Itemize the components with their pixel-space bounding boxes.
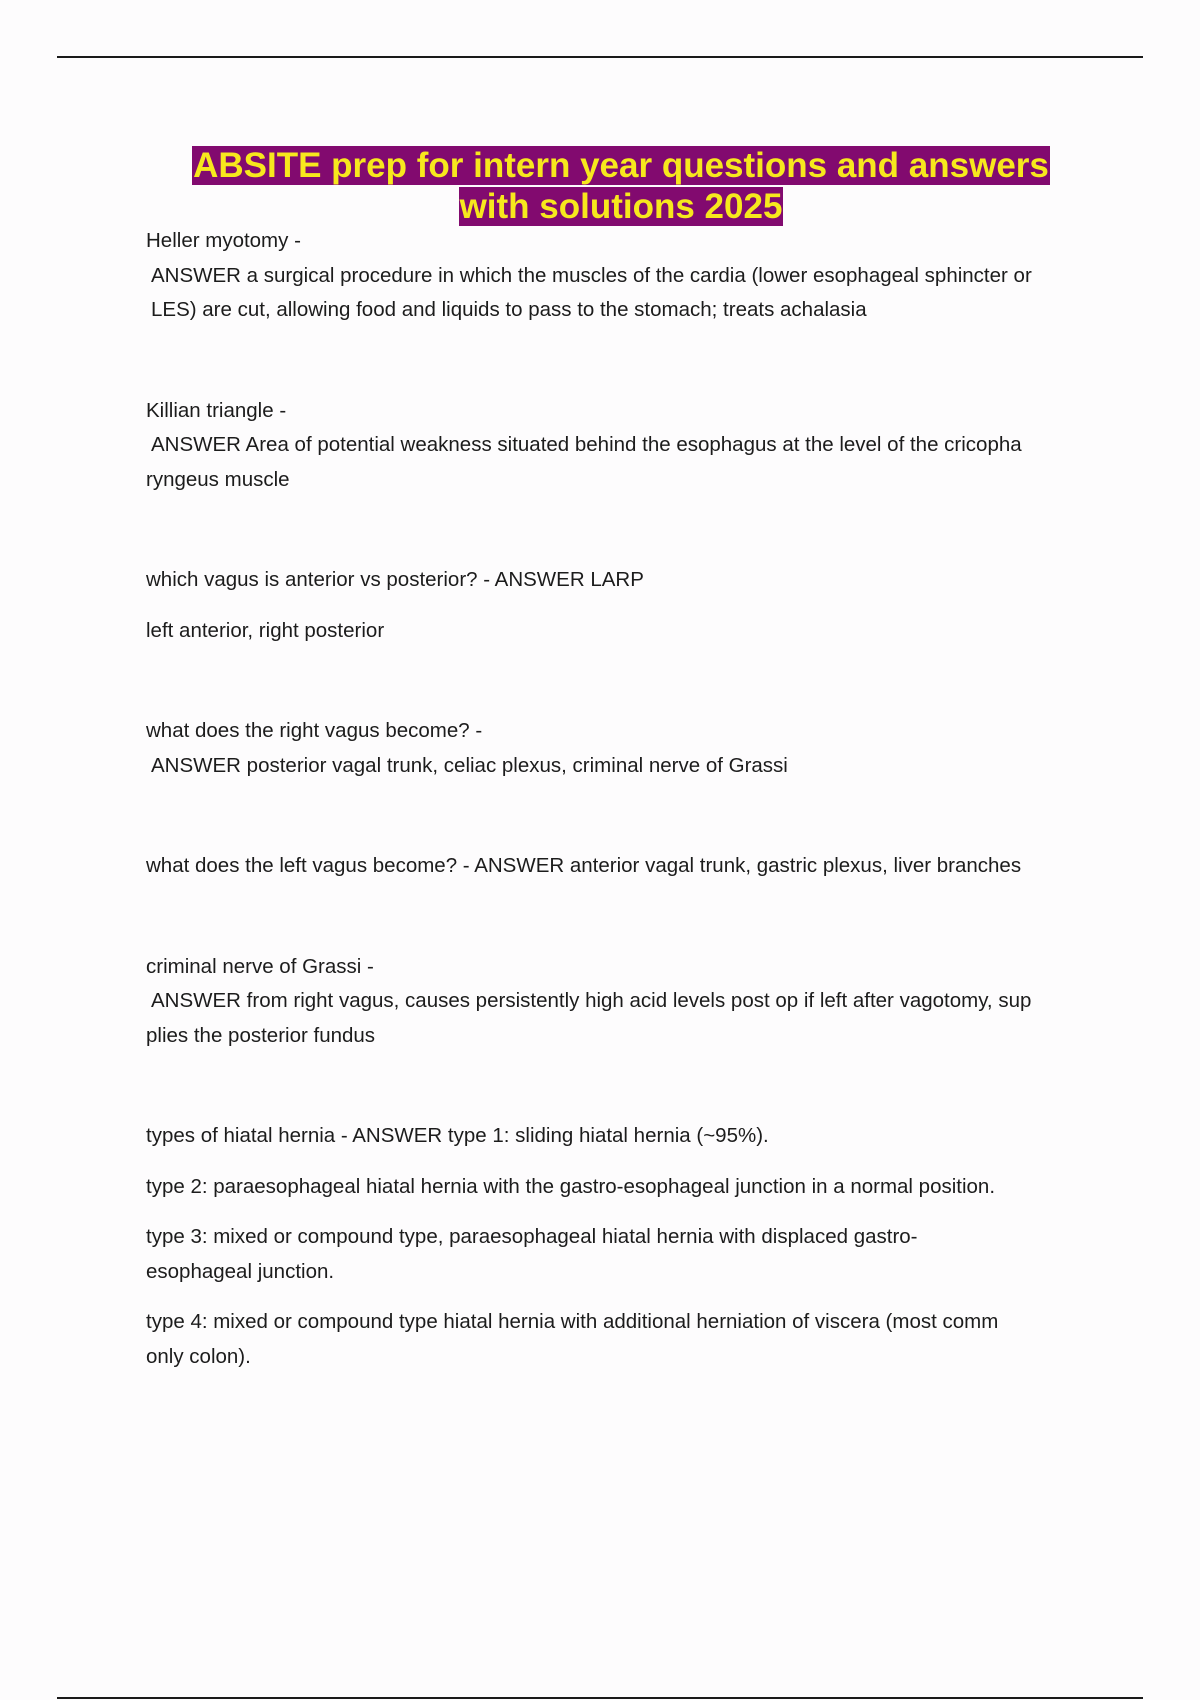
question-text: what does the right vagus become? - [146, 719, 483, 742]
qa-entry-vagus-anterior-posterior [146, 563, 1096, 648]
answer-line: ANSWER a surgical procedure in which the muscles of the cardia (lower esophageal sphincter or [151, 263, 1032, 287]
question-text: what does the left vagus become? - ANSWER anterior vagal trunk, gastric plexus, liver branches [146, 854, 1022, 877]
qa-entry-killian-triangle [146, 394, 1096, 498]
answer-line: ANSWER Area of potential weakness situated behind the esophagus at the level of the cricopha [151, 433, 1022, 456]
qa-entry-hiatal-hernia-types [146, 1119, 1096, 1374]
answer-line: LES) are cut, allowing food and liquids to pass to the stomach; treats achalasia [151, 298, 867, 321]
document-title [146, 145, 1096, 227]
qa-entry-criminal-nerve-of-grassi [146, 950, 1096, 1054]
answer-paragraph-cont: only colon). [146, 1344, 251, 1368]
answer-paragraph: left anterior, right posterior [146, 618, 385, 642]
title-line-2: with solutions 2025 [459, 187, 783, 226]
footer-rule [57, 1697, 1143, 1699]
answer-line: ANSWER posterior vagal trunk, celiac plexus, criminal nerve of Grassi [151, 753, 788, 777]
answer-line: plies the posterior fundus [146, 1023, 376, 1047]
qa-entry-right-vagus [146, 714, 1096, 783]
answer-paragraph: type 3: mixed or compound type, paraesophageal hiatal hernia with displaced gastro- [146, 1225, 918, 1248]
qa-entry-heller-myotomy [146, 224, 1096, 328]
title-line-1: ABSITE prep for intern year questions and answers [193, 146, 1049, 185]
document-body [146, 145, 1096, 1374]
answer-paragraph: type 4: mixed or compound type hiatal hernia with additional herniation of viscera (most comm [146, 1310, 999, 1333]
answer-paragraph: type 2: paraesophageal hiatal hernia with the gastro-esophageal junction in a normal position. [146, 1174, 996, 1198]
question-text: Heller myotomy - [146, 229, 301, 252]
answer-line: ANSWER from right vagus, causes persistently high acid levels post op if left after vagotomy, sup [151, 989, 1032, 1012]
question-text: which vagus is anterior vs posterior? - ANSWER LARP [146, 568, 644, 591]
question-text: criminal nerve of Grassi - [146, 954, 374, 978]
question-text: types of hiatal hernia - ANSWER type 1: sliding hiatal hernia (~95%). [146, 1124, 769, 1147]
header-rule [57, 56, 1143, 58]
qa-list [146, 224, 1096, 1374]
qa-entry-left-vagus [146, 849, 1096, 884]
answer-line: ryngeus muscle [146, 467, 290, 491]
question-text: Killian triangle - [146, 398, 287, 422]
answer-paragraph-cont: esophageal junction. [146, 1259, 335, 1283]
